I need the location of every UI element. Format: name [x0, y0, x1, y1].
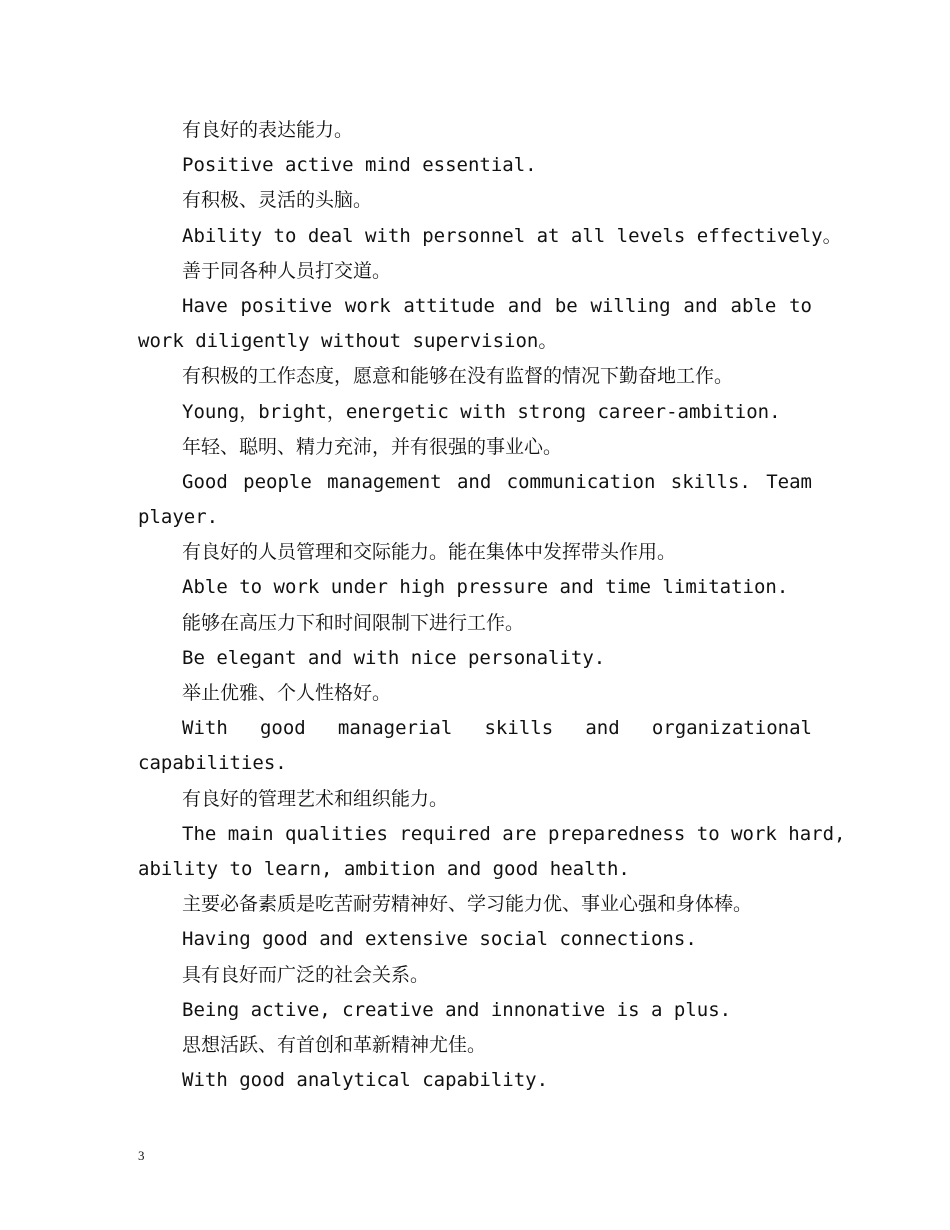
paragraph-line: 思想活跃、有首创和革新精神尤佳。	[182, 1033, 487, 1056]
paragraph-line: Have positive work attitude and be willing and able to	[182, 294, 812, 317]
paragraph-line: 年轻、聪明、精力充沛，并有很强的事业心。	[182, 435, 563, 458]
paragraph-line: 有良好的人员管理和交际能力。能在集体中发挥带头作用。	[182, 541, 677, 564]
paragraph-line: 举止优雅、个人性格好。	[182, 682, 392, 704]
paragraph-line: Young，bright，energetic with strong career-ambition.	[182, 400, 781, 423]
paragraph-line: Be elegant and with nice personality.	[182, 646, 606, 669]
paragraph-line: 有良好的表达能力。	[182, 119, 354, 141]
paragraph-line: capabilities.	[138, 752, 287, 775]
paragraph-line: Positive active mind essential.	[182, 154, 537, 177]
paragraph-line: The main qualities required are preparedness to work hard,	[182, 822, 846, 845]
paragraph-line: 有积极的工作态度，愿意和能够在没有监督的情况下勤奋地工作。	[182, 365, 734, 388]
paragraph-line: Able to work under high pressure and time limitation.	[182, 576, 789, 599]
paragraph-line: player.	[138, 506, 219, 529]
paragraph-line: Ability to deal with personnel at all levels effectively。	[182, 224, 842, 247]
page-number: 3	[138, 1148, 145, 1163]
paragraph-line: 善于同各种人员打交道。	[182, 259, 392, 282]
paragraph-line: ability to learn, ambition and good health.	[138, 857, 630, 880]
page-body	[138, 113, 846, 1098]
paragraph-line: Good people management and communication skills. Team	[182, 470, 812, 493]
paragraph-line: 有良好的管理艺术和组织能力。	[182, 787, 449, 810]
paragraph-line: With good analytical capability.	[182, 1069, 549, 1092]
paragraph-line: 具有良好而广泛的社会关系。	[182, 963, 430, 986]
paragraph-line: 能够在高压力下和时间限制下进行工作。	[182, 611, 525, 634]
paragraph-line: 有积极、灵活的头脑。	[182, 189, 373, 212]
paragraph-line: 主要必备素质是吃苦耐劳精神好、学习能力优、事业心强和身体棒。	[182, 893, 753, 916]
paragraph-line: Having good and extensive social connections.	[182, 928, 697, 951]
paragraph-line: work diligently without supervision。	[138, 330, 558, 353]
paragraph-line: Being active, creative and innonative is a plus.	[182, 998, 732, 1021]
paragraph-line: With good managerial skills and organizational	[182, 717, 812, 740]
